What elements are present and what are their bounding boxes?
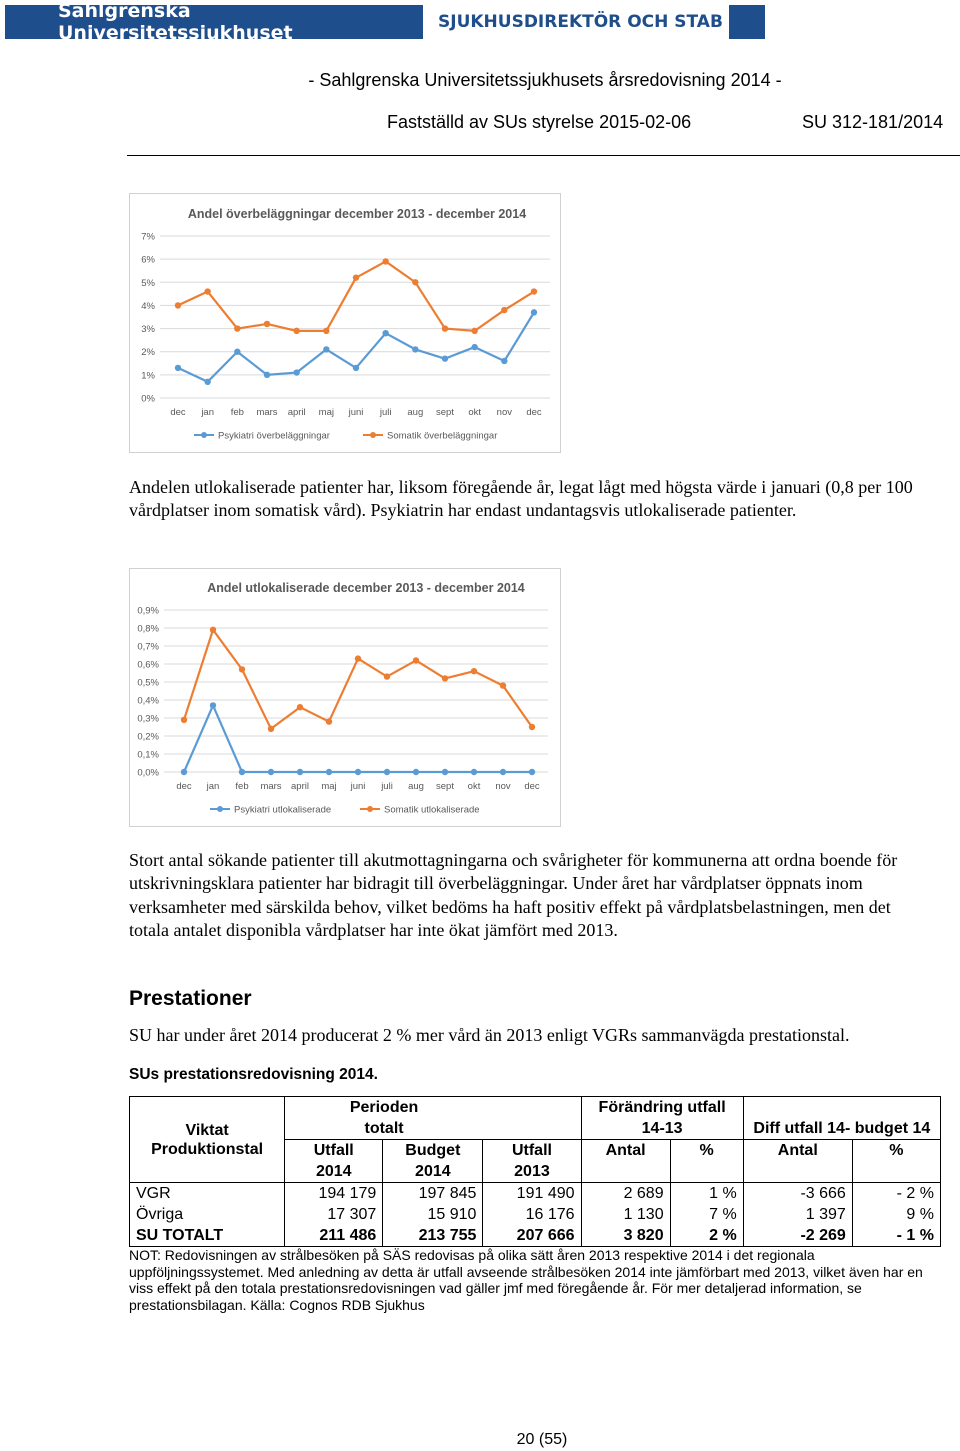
x-tick-label: okt <box>467 781 481 792</box>
data-point <box>297 704 303 710</box>
chg-antal-header: Antal <box>581 1140 670 1162</box>
data-point <box>413 769 419 775</box>
utlokaliserade-chart <box>129 568 561 827</box>
y-tick-label: 0,0% <box>137 767 159 779</box>
data-point <box>355 655 361 661</box>
utfall-2014-header: Utfall <box>285 1140 383 1162</box>
data-point <box>234 349 240 355</box>
cell-utfall-2013: 16 176 <box>483 1204 581 1225</box>
table-row-total <box>130 1225 941 1247</box>
y-tick-label: 0,6% <box>137 659 159 671</box>
x-tick-label: sept <box>436 407 454 418</box>
data-point <box>264 372 270 378</box>
legend-marker <box>370 432 376 438</box>
data-point <box>355 769 361 775</box>
data-point <box>210 702 216 708</box>
data-point <box>293 328 299 334</box>
forandring-period-header: 14-13 <box>581 1118 743 1140</box>
table-row <box>130 1183 941 1205</box>
data-point <box>175 365 181 371</box>
data-point <box>412 279 418 285</box>
legend-label: Somatik överbeläggningar <box>387 430 498 442</box>
data-point <box>471 668 477 674</box>
banner-decoration <box>729 5 765 39</box>
data-point <box>529 724 535 730</box>
cell-diff-antal: -2 269 <box>743 1225 852 1247</box>
row-label: SU TOTALT <box>130 1225 285 1247</box>
y-tick-label: 0,5% <box>137 677 159 689</box>
data-point <box>531 309 537 315</box>
data-point <box>442 355 448 361</box>
x-tick-label: juni <box>350 781 366 792</box>
budget-2014-header: Budget <box>383 1140 483 1162</box>
x-tick-label: mars <box>260 781 282 792</box>
produktionstal-header: Produktionstal <box>130 1140 285 1162</box>
y-tick-label: 2% <box>141 347 155 359</box>
y-tick-label: 6% <box>141 254 155 266</box>
legend-marker <box>201 432 207 438</box>
data-point <box>353 365 359 371</box>
y-tick-label: 4% <box>141 300 155 312</box>
cell-diff-antal: 1 397 <box>743 1204 852 1225</box>
paragraph-utlokaliserade: Andelen utlokaliserade patienter har, liksom föregående år, legat lågt med högsta värde i januari (0,8 per 100 vårdplatser inom somatisk vård). Psykiatrin har endast undantagsvis utlokaliserade patienter. <box>129 477 913 521</box>
legend-marker <box>217 806 223 812</box>
section-heading: Prestationer <box>129 987 252 1010</box>
diff-antal-header: Antal <box>743 1140 852 1162</box>
data-point <box>531 288 537 294</box>
year-2013: 2013 <box>483 1161 581 1183</box>
data-point <box>384 769 390 775</box>
data-point <box>501 307 507 313</box>
org-name: Sahlgrenska Universitetssjukhuset <box>58 0 293 44</box>
cell-diff-pct: - 1 % <box>852 1225 940 1247</box>
paragraph-prestationer: SU har under året 2014 producerat 2 % mer vård än 2013 enligt VGRs sammanvägda prestationstal. <box>129 1025 850 1045</box>
established-line: Fastställd av SUs styrelse 2015-02-06 <box>387 112 692 132</box>
page-number: 20 (55) <box>516 1431 568 1448</box>
data-point <box>471 328 477 334</box>
overbelaggning-chart-svg <box>130 194 560 452</box>
data-point <box>382 330 388 336</box>
data-point <box>181 769 187 775</box>
data-point <box>326 718 332 724</box>
data-point <box>234 325 240 331</box>
x-tick-label: nov <box>495 781 511 792</box>
data-point <box>442 325 448 331</box>
series-line <box>184 705 532 772</box>
cell-utfall-2013: 191 490 <box>483 1183 581 1205</box>
year-2014-b: 2014 <box>383 1161 483 1183</box>
data-point <box>384 673 390 679</box>
x-tick-label: aug <box>408 781 424 792</box>
document-id: SU 312-181/2014 <box>802 112 944 132</box>
data-point <box>181 717 187 723</box>
x-tick-label: jan <box>206 781 220 792</box>
data-point <box>204 288 210 294</box>
x-tick-label: feb <box>230 407 244 418</box>
data-point <box>382 258 388 264</box>
cell-budget-2014: 15 910 <box>383 1204 483 1225</box>
data-point <box>412 346 418 352</box>
cell-chg-antal: 2 689 <box>581 1183 670 1205</box>
legend-marker <box>367 806 373 812</box>
chart-title: Andel överbeläggningar december 2013 - december 2014 <box>187 207 527 221</box>
x-tick-label: maj <box>318 407 334 418</box>
data-point <box>471 344 477 350</box>
y-tick-label: 5% <box>141 277 155 289</box>
data-point <box>268 726 274 732</box>
row-label: Övriga <box>130 1204 285 1225</box>
paragraph-overbelaggningar: Stort antal sökande patienter till akutmottagningarna och svårigheter för kommunerna att ordna boende för utskrivningsklara patienter har bidragit till överbeläggningar. Under året har vårdplatser öppnats inom verksamheter med särskilda behov, vilket bedöms ha haft positiv effekt på vårdplatsbelastningen, men det totala antalet disponibla vårdplatser har inte ökat jämfört med 2013. <box>129 850 898 940</box>
data-point <box>326 769 332 775</box>
utfall-2013-header: Utfall <box>483 1140 581 1162</box>
perioden-header: Perioden <box>285 1097 483 1119</box>
y-tick-label: 1% <box>141 370 155 382</box>
data-point <box>264 321 270 327</box>
data-point <box>175 302 181 308</box>
x-tick-label: juni <box>348 407 364 418</box>
x-tick-label: juli <box>381 781 393 792</box>
chart-title: Andel utlokaliserade december 2013 - december 2014 <box>207 581 525 595</box>
year-2014-a: 2014 <box>285 1161 383 1183</box>
y-tick-label: 0% <box>141 393 155 405</box>
data-point <box>323 328 329 334</box>
table-title: SUs prestationsredovisning 2014. <box>129 1066 378 1083</box>
utlokaliserade-chart-svg <box>130 569 560 826</box>
x-tick-label: aug <box>407 407 424 418</box>
x-tick-label: maj <box>321 781 337 792</box>
y-tick-label: 3% <box>141 324 155 336</box>
x-tick-label: jan <box>201 407 215 418</box>
y-tick-label: 0,7% <box>137 641 159 653</box>
data-point <box>323 346 329 352</box>
org-banner <box>5 0 423 44</box>
cell-diff-antal: -3 666 <box>743 1183 852 1205</box>
cell-diff-pct: 9 % <box>852 1204 940 1225</box>
x-tick-label: sept <box>436 781 454 792</box>
x-tick-label: dec <box>524 781 540 792</box>
x-tick-label: feb <box>235 781 249 792</box>
data-point <box>500 682 506 688</box>
x-tick-label: april <box>287 407 306 418</box>
y-tick-label: 0,3% <box>137 713 159 725</box>
row-label: VGR <box>130 1183 285 1205</box>
legend-label: Psykiatri överbeläggningar <box>218 430 330 442</box>
report-title: - Sahlgrenska Universitetssjukhusets årsredovisning 2014 - <box>308 70 782 90</box>
cell-utfall-2014: 194 179 <box>285 1183 383 1205</box>
x-tick-label: juli <box>379 407 392 418</box>
cell-diff-pct: - 2 % <box>852 1183 940 1205</box>
cell-utfall-2013: 207 666 <box>483 1225 581 1247</box>
totalt-header: totalt <box>285 1118 483 1140</box>
x-tick-label: nov <box>496 407 512 418</box>
legend-label: Somatik utlokaliserade <box>384 804 480 816</box>
table-row <box>130 1204 941 1225</box>
diff-header: Diff utfall 14- budget 14 <box>743 1118 940 1140</box>
unit-banner <box>424 5 726 39</box>
forandring-header: Förändring utfall <box>581 1097 743 1119</box>
cell-chg-pct: 2 % <box>670 1225 743 1247</box>
y-tick-label: 0,9% <box>137 605 159 617</box>
x-tick-label: dec <box>170 407 186 418</box>
viktat-header: Viktat <box>130 1097 285 1140</box>
data-point <box>293 369 299 375</box>
data-point <box>529 769 535 775</box>
data-point <box>442 675 448 681</box>
cell-utfall-2014: 17 307 <box>285 1204 383 1225</box>
data-point <box>353 274 359 280</box>
unit-name: SJUKHUSDIREKTÖR OCH STAB <box>438 12 723 32</box>
header-rule <box>127 155 960 156</box>
x-tick-label: april <box>291 781 309 792</box>
y-tick-label: 0,2% <box>137 731 159 743</box>
cell-chg-antal: 1 130 <box>581 1204 670 1225</box>
cell-chg-pct: 1 % <box>670 1183 743 1205</box>
data-point <box>239 666 245 672</box>
data-point <box>442 769 448 775</box>
x-tick-label: okt <box>468 407 482 418</box>
series-line <box>184 630 532 729</box>
overbelaggning-chart <box>129 193 561 453</box>
data-point <box>471 769 477 775</box>
x-tick-label: mars <box>256 407 278 418</box>
chg-pct-header: % <box>670 1140 743 1162</box>
x-tick-label: dec <box>526 407 542 418</box>
data-point <box>239 769 245 775</box>
diff-pct-header: % <box>852 1140 940 1162</box>
y-tick-label: 0,8% <box>137 623 159 635</box>
legend-label: Psykiatri utlokaliserade <box>234 804 332 816</box>
cell-budget-2014: 197 845 <box>383 1183 483 1205</box>
data-point <box>500 769 506 775</box>
cell-budget-2014: 213 755 <box>383 1225 483 1247</box>
table-note: NOT: Redovisningen av strålbesöken på SÄS redovisas på olika sätt åren 2013 respektive 2014 i det regionala uppföljningssystemet. Med anledning av detta är utfall avseende strålbesöken 2014 inte jämförbart med 2013, vilket även har en viss effekt på den totala prestationsredovisningen vad gäller jmf med föregående år. För mer detaljerad information, se prestationsbilagan. Källa: Cognos RDB Sjukhus <box>129 1247 923 1313</box>
data-point <box>501 358 507 364</box>
cell-utfall-2014: 211 486 <box>285 1225 383 1247</box>
table-header-row <box>130 1097 941 1119</box>
data-point <box>413 657 419 663</box>
cell-chg-antal: 3 820 <box>581 1225 670 1247</box>
y-tick-label: 0,4% <box>137 695 159 707</box>
x-tick-label: dec <box>176 781 192 792</box>
y-tick-label: 0,1% <box>137 749 159 761</box>
series-line <box>178 261 534 330</box>
y-tick-label: 7% <box>141 231 155 243</box>
data-point <box>210 627 216 633</box>
data-point <box>297 769 303 775</box>
cell-chg-pct: 7 % <box>670 1204 743 1225</box>
data-point <box>268 769 274 775</box>
data-point <box>204 379 210 385</box>
prestation-table <box>129 1096 941 1247</box>
